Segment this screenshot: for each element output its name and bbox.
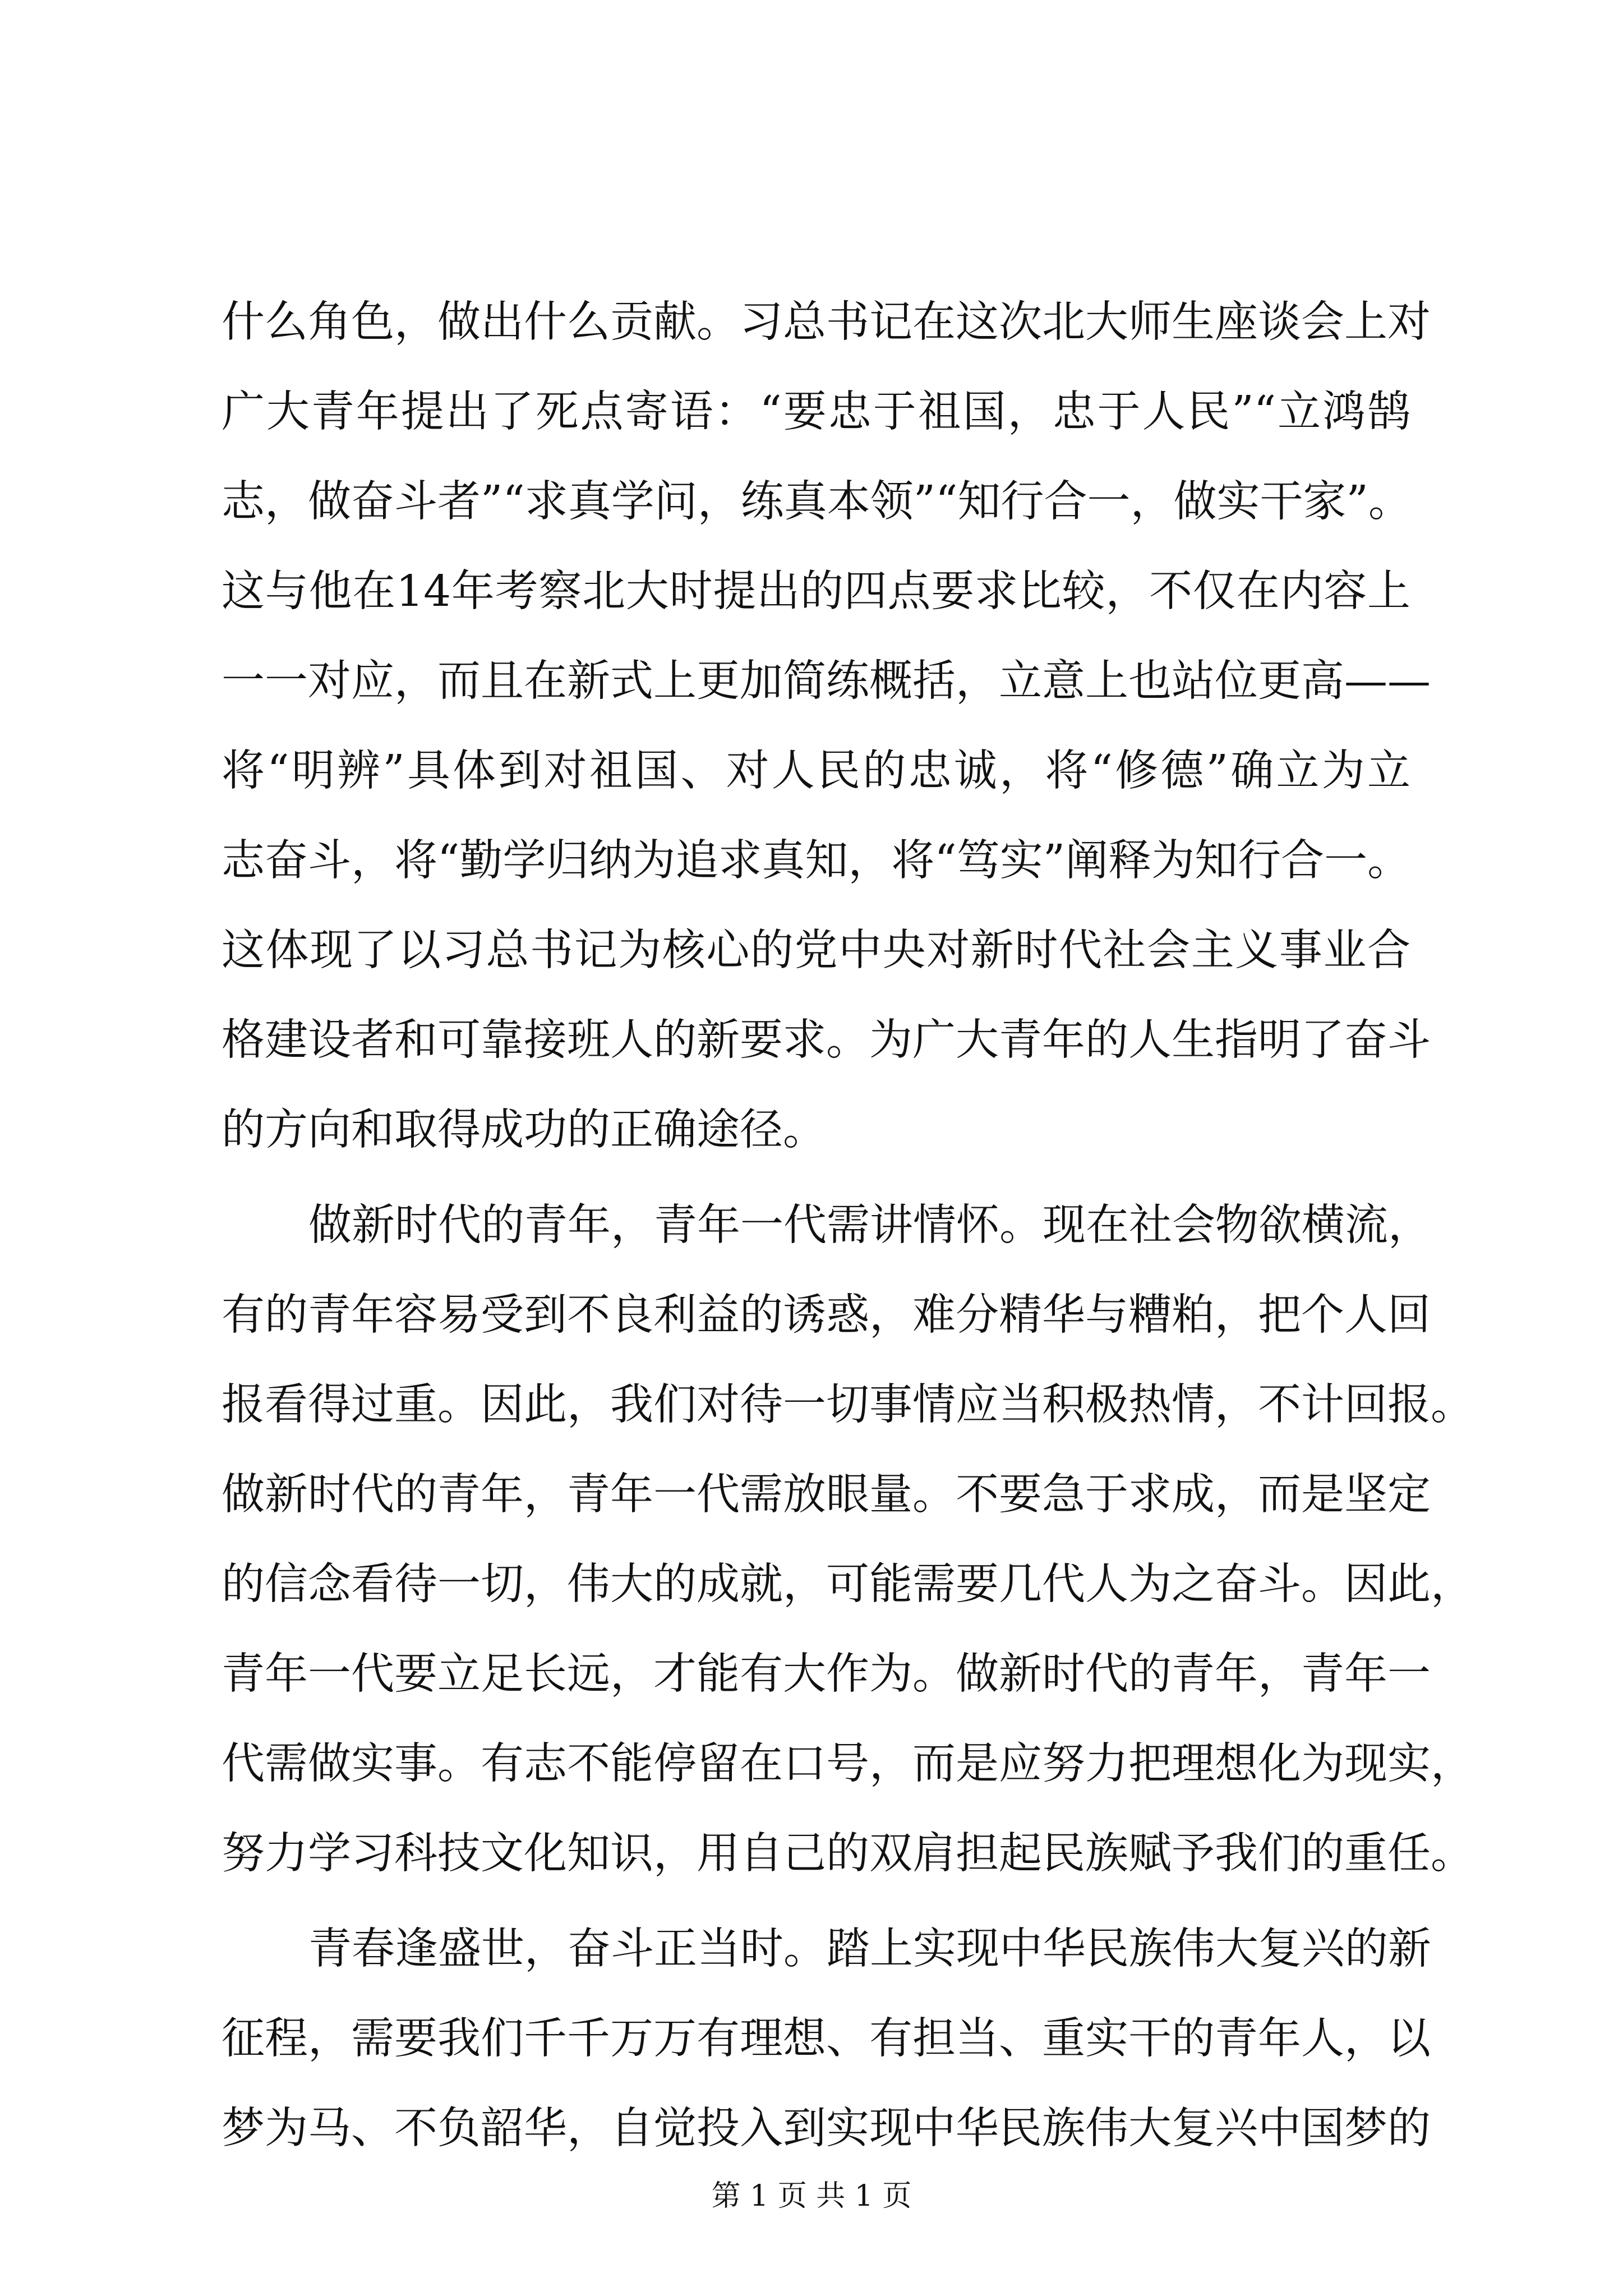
- text-line: 的方向和取得成功的正确途径。: [222, 1105, 826, 1155]
- text-line: 做新时代的青年，青年一代需放眼量。不要急于求成，而是坚定: [222, 1470, 1431, 1520]
- text-line: 有的青年容易受到不良利益的诱惑，难分精华与糟粕，把个人回: [222, 1290, 1431, 1340]
- text-line: 广大青年提出了死点寄语：“要忠于祖国，忠于人民”“立鸿鹄: [222, 387, 1410, 437]
- text-line: 一一对应，而且在新式上更加简练概括，立意上也站位更高——: [222, 656, 1431, 706]
- text-line: 青年一代要立足长远，才能有大作为。做新时代的青年，青年一: [222, 1649, 1431, 1699]
- text-line: 的信念看待一切，伟大的成就，可能需要几代人为之奋斗。因此，: [222, 1559, 1474, 1609]
- text-line: 努力学习科技文化知识，用自己的双肩担起民族赋予我们的重任。: [222, 1829, 1474, 1879]
- text-line: 什么角色，做出什么贡献。习总书记在这次北大师生座谈会上对: [222, 297, 1431, 347]
- text-line: 报看得过重。因此，我们对待一切事情应当积极热情，不计回报。: [222, 1380, 1474, 1430]
- text-line: 格建设者和可靠接班人的新要求。为广大青年的人生指明了奋斗: [222, 1015, 1431, 1065]
- text-line: 做新时代的青年，青年一代需讲情怀。现在社会物欲横流，: [308, 1200, 1431, 1250]
- text-line: 这体现了以习总书记为核心的党中央对新时代社会主义事业合: [222, 926, 1410, 976]
- text-line: 这与他在14年考察北大时提出的四点要求比较，不仅在内容上: [222, 567, 1410, 616]
- text-line: 志奋斗，将“勤学归纳为追求真知，将“笃实”阐释为知行合一。: [222, 836, 1411, 886]
- text-line: 志，做奋斗者”“求真学问，练真本领”“知行合一，做实干家”。: [222, 477, 1412, 527]
- page-footer: 第 1 页 共 1 页: [711, 2179, 912, 2213]
- text-line: 代需做实事。有志不能停留在口号，而是应努力把理想化为现实，: [222, 1739, 1474, 1789]
- text-line: 征程，需要我们千千万万有理想、有担当、重实干的青年人，以: [222, 2014, 1431, 2064]
- text-line: 青春逢盛世，奋斗正当时。踏上实现中华民族伟大复兴的新: [308, 1924, 1431, 1974]
- text-line: 将“明辨”具体到对祖国、对人民的忠诚，将“修德”确立为立: [222, 746, 1410, 796]
- text-line: 梦为马、不负韶华，自觉投入到实现中华民族伟大复兴中国梦的: [222, 2104, 1431, 2154]
